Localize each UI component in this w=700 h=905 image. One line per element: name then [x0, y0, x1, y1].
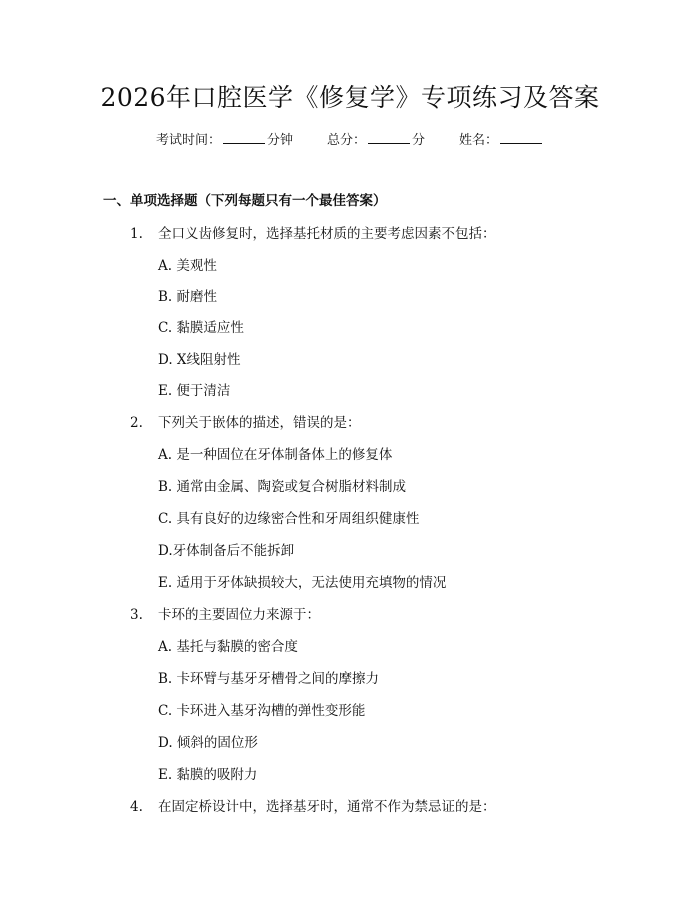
- total-score-blank: [368, 131, 410, 144]
- name-label: 姓名：: [459, 133, 499, 148]
- name-blank: [500, 131, 542, 144]
- option-3c: C. 卡环进入基牙沟槽的弹性变形能: [158, 703, 366, 719]
- option-3b: B. 卡环臂与基牙牙槽骨之间的摩擦力: [158, 671, 380, 687]
- total-score-unit: 分: [412, 133, 426, 148]
- option-2d: D.牙体制备后不能拆卸: [158, 543, 295, 559]
- total-score-label: 总分：: [326, 133, 366, 148]
- question-text: 在固定桥设计中，选择基牙时，通常不作为禁忌证的是：: [158, 799, 496, 815]
- question-2: [130, 413, 361, 433]
- option-1d: D. X线阻射性: [158, 352, 241, 368]
- question-text: 下列关于嵌体的描述，错误的是：: [158, 415, 361, 431]
- question-4: [130, 797, 496, 817]
- option-1b: B. 耐磨性: [158, 289, 218, 305]
- question-number: 2.: [130, 415, 143, 431]
- exam-time-unit: 分钟: [266, 133, 293, 148]
- option-3e: E. 黏膜的吸附力: [158, 767, 258, 783]
- question-number: 4.: [130, 799, 143, 815]
- option-1c: C. 黏膜适应性: [158, 320, 244, 336]
- question-number: 1.: [130, 226, 143, 242]
- exam-time-label: 考试时间：: [155, 133, 221, 148]
- option-2a: A. 是一种固位在牙体制备体上的修复体: [158, 447, 393, 463]
- option-3a: A. 基托与黏膜的密合度: [158, 639, 298, 655]
- question-text: 全口义齿修复时，选择基托材质的主要考虑因素不包括：: [158, 226, 496, 242]
- section-heading: 一、单项选择题（下列每题只有一个最佳答案）: [103, 193, 387, 209]
- exam-info-line: [0, 131, 700, 151]
- question-1: [130, 224, 496, 244]
- question-text: 卡环的主要固位力来源于：: [158, 607, 320, 623]
- exam-time-blank: [223, 131, 265, 144]
- option-2e: E. 适用于牙体缺损较大，无法使用充填物的情况: [158, 575, 447, 591]
- option-1e: E. 便于清洁: [158, 383, 231, 399]
- question-3: [130, 605, 320, 625]
- page-title: 2026年口腔医学《修复学》专项练习及答案: [100, 83, 600, 112]
- question-number: 3.: [130, 607, 143, 623]
- option-2b: B. 通常由金属、陶瓷或复合树脂材料制成: [158, 479, 407, 495]
- option-2c: C. 具有良好的边缘密合性和牙周组织健康性: [158, 511, 420, 527]
- option-1a: A. 美观性: [158, 258, 217, 274]
- option-3d: D. 倾斜的固位形: [158, 735, 258, 751]
